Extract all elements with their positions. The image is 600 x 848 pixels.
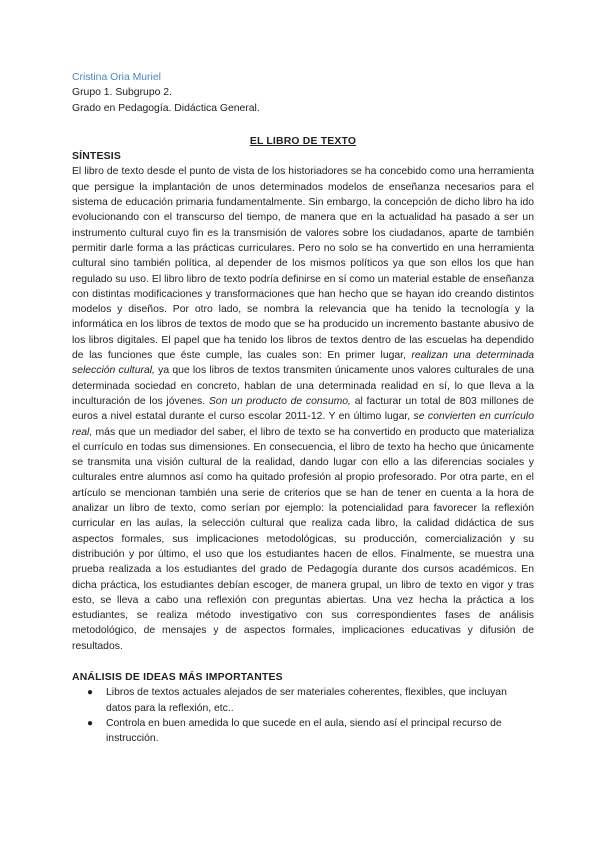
synthesis-text-2: ya que los libros de textos transmiten únicamente unos valores culturales de una determinada sociedad en concreto, hablan de una determinada realidad en sí, lo que lleva a la inculturación de los jóvenes. xyxy=(72,365,534,407)
ideas-list xyxy=(72,685,534,746)
synthesis-emphasis-1: realizan una determinada selección cultural, xyxy=(72,350,534,377)
analysis-heading: ANÁLISIS DE IDEAS MÁS IMPORTANTES xyxy=(72,671,283,683)
list-item-text: Libros de textos actuales alejados de ser materiales coherentes, flexibles, que incluyan datos para la reflexión, etc.. xyxy=(106,687,507,714)
bullet-icon: ● xyxy=(87,687,94,699)
bullet-icon: ● xyxy=(87,717,94,729)
list-item-text: Controla en buen amedida lo que sucede en el aula, siendo así el principal recurso de instrucción. xyxy=(106,717,502,745)
synthesis-text-1: El libro de texto desde el punto de vista de los historiadores se ha concebido como una herramienta que persigue la implantación de unos determinados modelos de enseñanza necesarios para el sistema de educación primaria fundamentalmente. Sin embargo, la concepción de dicho libro ha ido evolucionando con el transcurso del tiempo, de manera que en la actualidad ha pasado a ser un instrumento cultural cuyo fin es la transmisión de valores sobre los ciudadanos, aparte de también permitir darle forma a las prácticas curriculares. Pero no solo se ha convertido en una herramienta cultural sino también política, al depender de los mismos políticos ya que son ellos los que han regulado su uso. El libro libro de texto podría definirse en sí como un material estable de enseñanza con distintas modificaciones y transformaciones que han hecho que se hayan ido creando distintos modelos y diseños. Por otro lado, se nombra la relevancia que ha tenido la tecnología y la informática en los libros de textos de modo que se ha producido un incremento bastante abusivo de los libros digitales. El papel que ha tenido los libros de textos dentro de las escuelas ha dependido de las funciones que éste cumple, las cuales son: En primer lugar, xyxy=(72,166,534,362)
synthesis-emphasis-2: Son un producto de consumo, xyxy=(208,395,351,407)
document-page xyxy=(72,70,534,746)
course-line: Grado en Pedagogía. Didáctica General. xyxy=(72,102,260,114)
list-item xyxy=(87,685,534,716)
synthesis-text-3: al facturar un total de 803 millones de euros a nivel estatal durante el curso escolar 2011-12. Y en último lugar, xyxy=(72,395,534,423)
synthesis-paragraph xyxy=(72,164,534,654)
author-name: Cristina Oria Muriel xyxy=(72,72,161,83)
group-line: Grupo 1. Subgrupo 2. xyxy=(72,87,172,99)
document-title: EL LIBRO DE TEXTO xyxy=(249,135,357,147)
list-item xyxy=(87,716,534,747)
synthesis-heading: SÍNTESIS xyxy=(72,151,121,163)
synthesis-emphasis-3: se convierten en currículo real, xyxy=(72,411,534,438)
synthesis-text-4: más que un mediador del saber, el libro de texto se ha convertido en producto que materializa el currículo en todas sus dimensiones. En consecuencia, el libro de texto ha hecho que únicamente se transmita una visión cultural de la realidad, dando lugar con ello a las diferencias sociales y culturales entre alumnos así como ha quitado profesión al propio profesorado. Por otra parte, en el artículo se mencionan también una serie de criterios que se han de tener en cuenta a la hora de analizar un libro de texto, como serían por ejemplo: la potencialidad para favorecer la reflexión curricular en las aulas, la selección cultural que realiza cada libro, la calidad didáctica de sus aspectos formales, sus implicaciones metodológicas, su producción, comercialización y su distribución y por último, el uso que los estudiantes hacen de ellos. Finalmente, se muestra una prueba realizada a los estudiantes del grado de Pedagogía durante dos cursos académicos. En dicha práctica, los estudiantes debían escoger, de manera grupal, un libro de texto en vigor y tras esto, se lleva a cabo una reflexión con preguntas abiertas. Una vez hecha la práctica a los estudiantes, se realiza método investigativo con sus correspondientes fases de análisis metodológico, de mensajes y de aspectos formales, implicaciones educativas y difusión de resultados. xyxy=(72,426,534,652)
